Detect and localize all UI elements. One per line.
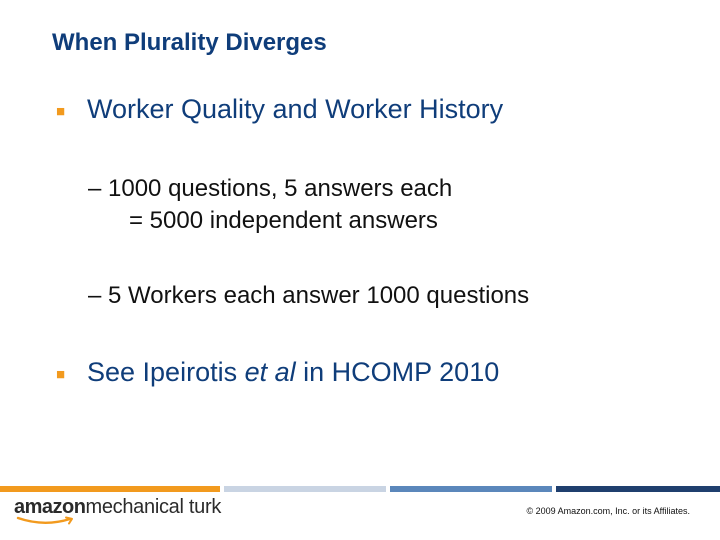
bullet-text-suffix: in HCOMP 2010 [295, 357, 500, 387]
subbullet-workers [88, 280, 529, 312]
footer-band-dark [556, 486, 720, 492]
logo-word-mechanical-turk: mechanical turk [85, 496, 222, 518]
bullet-text: Worker Quality and Worker History [87, 94, 504, 124]
logo-word-amazon: amazon [14, 496, 86, 518]
bullet-text [87, 357, 499, 388]
slide-title: When Plurality Diverges [52, 29, 327, 56]
bullet-text-prefix: See Ipeirotis [87, 357, 245, 387]
subbullet-line: – 5 Workers each answer 1000 questions [88, 282, 530, 309]
square-bullet-icon: ■ [56, 103, 66, 120]
footer-band-light [224, 486, 386, 492]
subbullet-line: = 5000 independent answers [129, 207, 438, 234]
amazon-smile-icon [16, 516, 78, 526]
square-bullet-icon: ■ [56, 366, 66, 383]
footer-band-orange [0, 486, 220, 492]
subbullet-answers [88, 173, 452, 237]
footer-band-mid [390, 486, 552, 492]
amazon-mechanical-turk-logo [14, 496, 221, 526]
subbullet-line: – 1000 questions, 5 answers each [88, 175, 453, 202]
bullet-text-emphasis: et al [244, 357, 296, 387]
copyright-notice: © 2009 Amazon.com, Inc. or its Affiliates. [526, 506, 690, 516]
